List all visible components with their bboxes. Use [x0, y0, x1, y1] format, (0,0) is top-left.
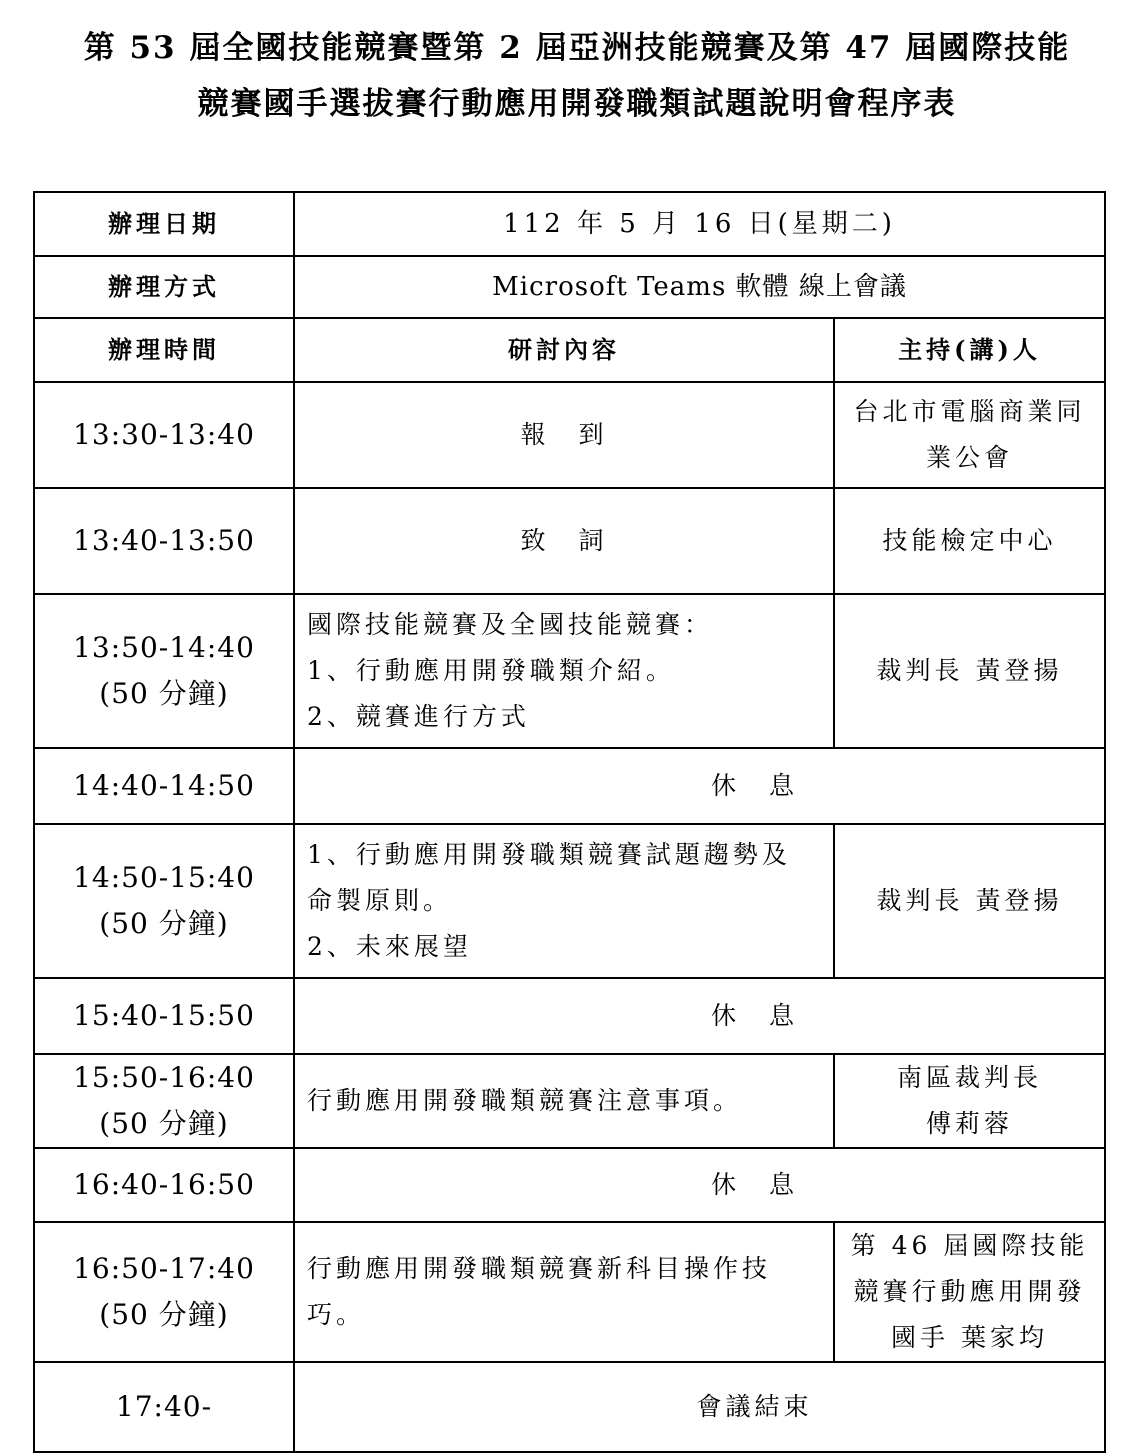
time-cell	[34, 1222, 294, 1362]
host-line: 裁判長 黃登揚	[876, 656, 1063, 685]
content-cell	[294, 978, 1105, 1054]
content-line: 休 息	[710, 1001, 798, 1030]
content-line: 會議結束	[696, 1392, 813, 1421]
schedule-row	[34, 978, 1105, 1054]
time-cell	[34, 594, 294, 748]
schedule-row	[34, 1362, 1105, 1452]
host-cell	[834, 488, 1105, 594]
date-label: 辦理日期	[34, 192, 294, 256]
time-cell	[34, 1362, 294, 1452]
host-cell	[834, 824, 1105, 978]
time-cell	[34, 382, 294, 488]
content-cell	[294, 594, 834, 748]
time-range: 16:50-17:40	[73, 1252, 255, 1285]
schedule-row	[34, 594, 1105, 748]
schedule-row	[34, 1054, 1105, 1148]
header-row	[34, 318, 1105, 382]
schedule-row	[34, 1148, 1105, 1222]
content-cell	[294, 1362, 1105, 1452]
time-cell	[34, 748, 294, 824]
content-line: 行動應用開發職類競賽注意事項。	[307, 1086, 743, 1115]
content-cell	[294, 748, 1105, 824]
schedule-table	[33, 191, 1106, 1453]
host-cell	[834, 382, 1105, 488]
header-content: 研討內容	[294, 318, 834, 382]
method-label: 辦理方式	[34, 256, 294, 318]
time-range: 13:40-13:50	[73, 524, 255, 557]
time-cell	[34, 978, 294, 1054]
time-cell	[34, 1148, 294, 1222]
duration: (50 分鐘)	[99, 1298, 229, 1331]
host-line: 技能檢定中心	[882, 526, 1057, 555]
schedule-row	[34, 1222, 1105, 1362]
content-line: 國際技能競賽及全國技能競賽：	[307, 610, 714, 639]
duration: (50 分鐘)	[99, 677, 229, 710]
content-line: 2、未來展望	[307, 932, 472, 961]
content-line: 行動應用開發職類競賽新科目操作技	[307, 1254, 772, 1283]
host-line: 傅莉蓉	[925, 1109, 1013, 1138]
content-line: 2、競賽進行方式	[307, 702, 530, 731]
time-cell	[34, 1054, 294, 1148]
content-line: 1、行動應用開發職類競賽試題趨勢及	[307, 840, 791, 869]
schedule-row	[34, 382, 1105, 488]
schedule-row	[34, 748, 1105, 824]
host-cell	[834, 594, 1105, 748]
content-cell	[294, 824, 834, 978]
schedule-row	[34, 488, 1105, 594]
duration: (50 分鐘)	[99, 907, 229, 940]
header-host: 主持(講)人	[834, 318, 1105, 382]
time-range: 17:40-	[115, 1390, 213, 1423]
header-time: 辦理時間	[34, 318, 294, 382]
time-range: 13:50-14:40	[73, 631, 255, 664]
host-line: 南區裁判長	[896, 1063, 1042, 1092]
content-cell	[294, 488, 834, 594]
host-line: 台北市電腦商業同	[853, 397, 1086, 426]
host-line: 國手 葉家均	[891, 1323, 1048, 1352]
content-cell	[294, 382, 834, 488]
time-range: 14:50-15:40	[73, 861, 255, 894]
date-row	[34, 192, 1105, 256]
content-line: 命製原則。	[307, 886, 453, 915]
time-range: 15:40-15:50	[73, 999, 255, 1032]
document-title-line1: 第 53 屆全國技能競賽暨第 2 屆亞洲技能競賽及第 47 屆國際技能	[83, 30, 1071, 66]
time-range: 16:40-16:50	[73, 1168, 255, 1201]
method-row	[34, 256, 1105, 318]
content-line: 1、行動應用開發職類介紹。	[307, 656, 675, 685]
time-range: 15:50-16:40	[73, 1061, 255, 1094]
content-line: 致 詞	[520, 526, 608, 555]
content-line: 休 息	[710, 771, 798, 800]
method-value: Microsoft Teams 軟體 線上會議	[294, 256, 1105, 318]
time-cell	[34, 824, 294, 978]
time-range: 14:40-14:50	[73, 769, 255, 802]
host-line: 第 46 屆國際技能	[850, 1231, 1089, 1260]
content-line: 巧。	[307, 1300, 366, 1329]
content-cell	[294, 1054, 834, 1148]
time-cell	[34, 488, 294, 594]
duration: (50 分鐘)	[99, 1107, 229, 1140]
content-cell	[294, 1222, 834, 1362]
content-line: 休 息	[710, 1170, 798, 1199]
host-line: 業公會	[925, 443, 1013, 472]
content-line: 報 到	[520, 420, 608, 449]
content-cell	[294, 1148, 1105, 1222]
time-range: 13:30-13:40	[73, 418, 255, 451]
date-value: 112 年 5 月 16 日(星期二)	[294, 192, 1105, 256]
host-line: 競賽行動應用開發	[853, 1277, 1086, 1306]
host-cell	[834, 1222, 1105, 1362]
host-line: 裁判長 黃登揚	[876, 886, 1063, 915]
document-title-line2: 競賽國手選拔賽行動應用開發職類試題說明會程序表	[197, 86, 957, 122]
schedule-row	[34, 824, 1105, 978]
host-cell	[834, 1054, 1105, 1148]
